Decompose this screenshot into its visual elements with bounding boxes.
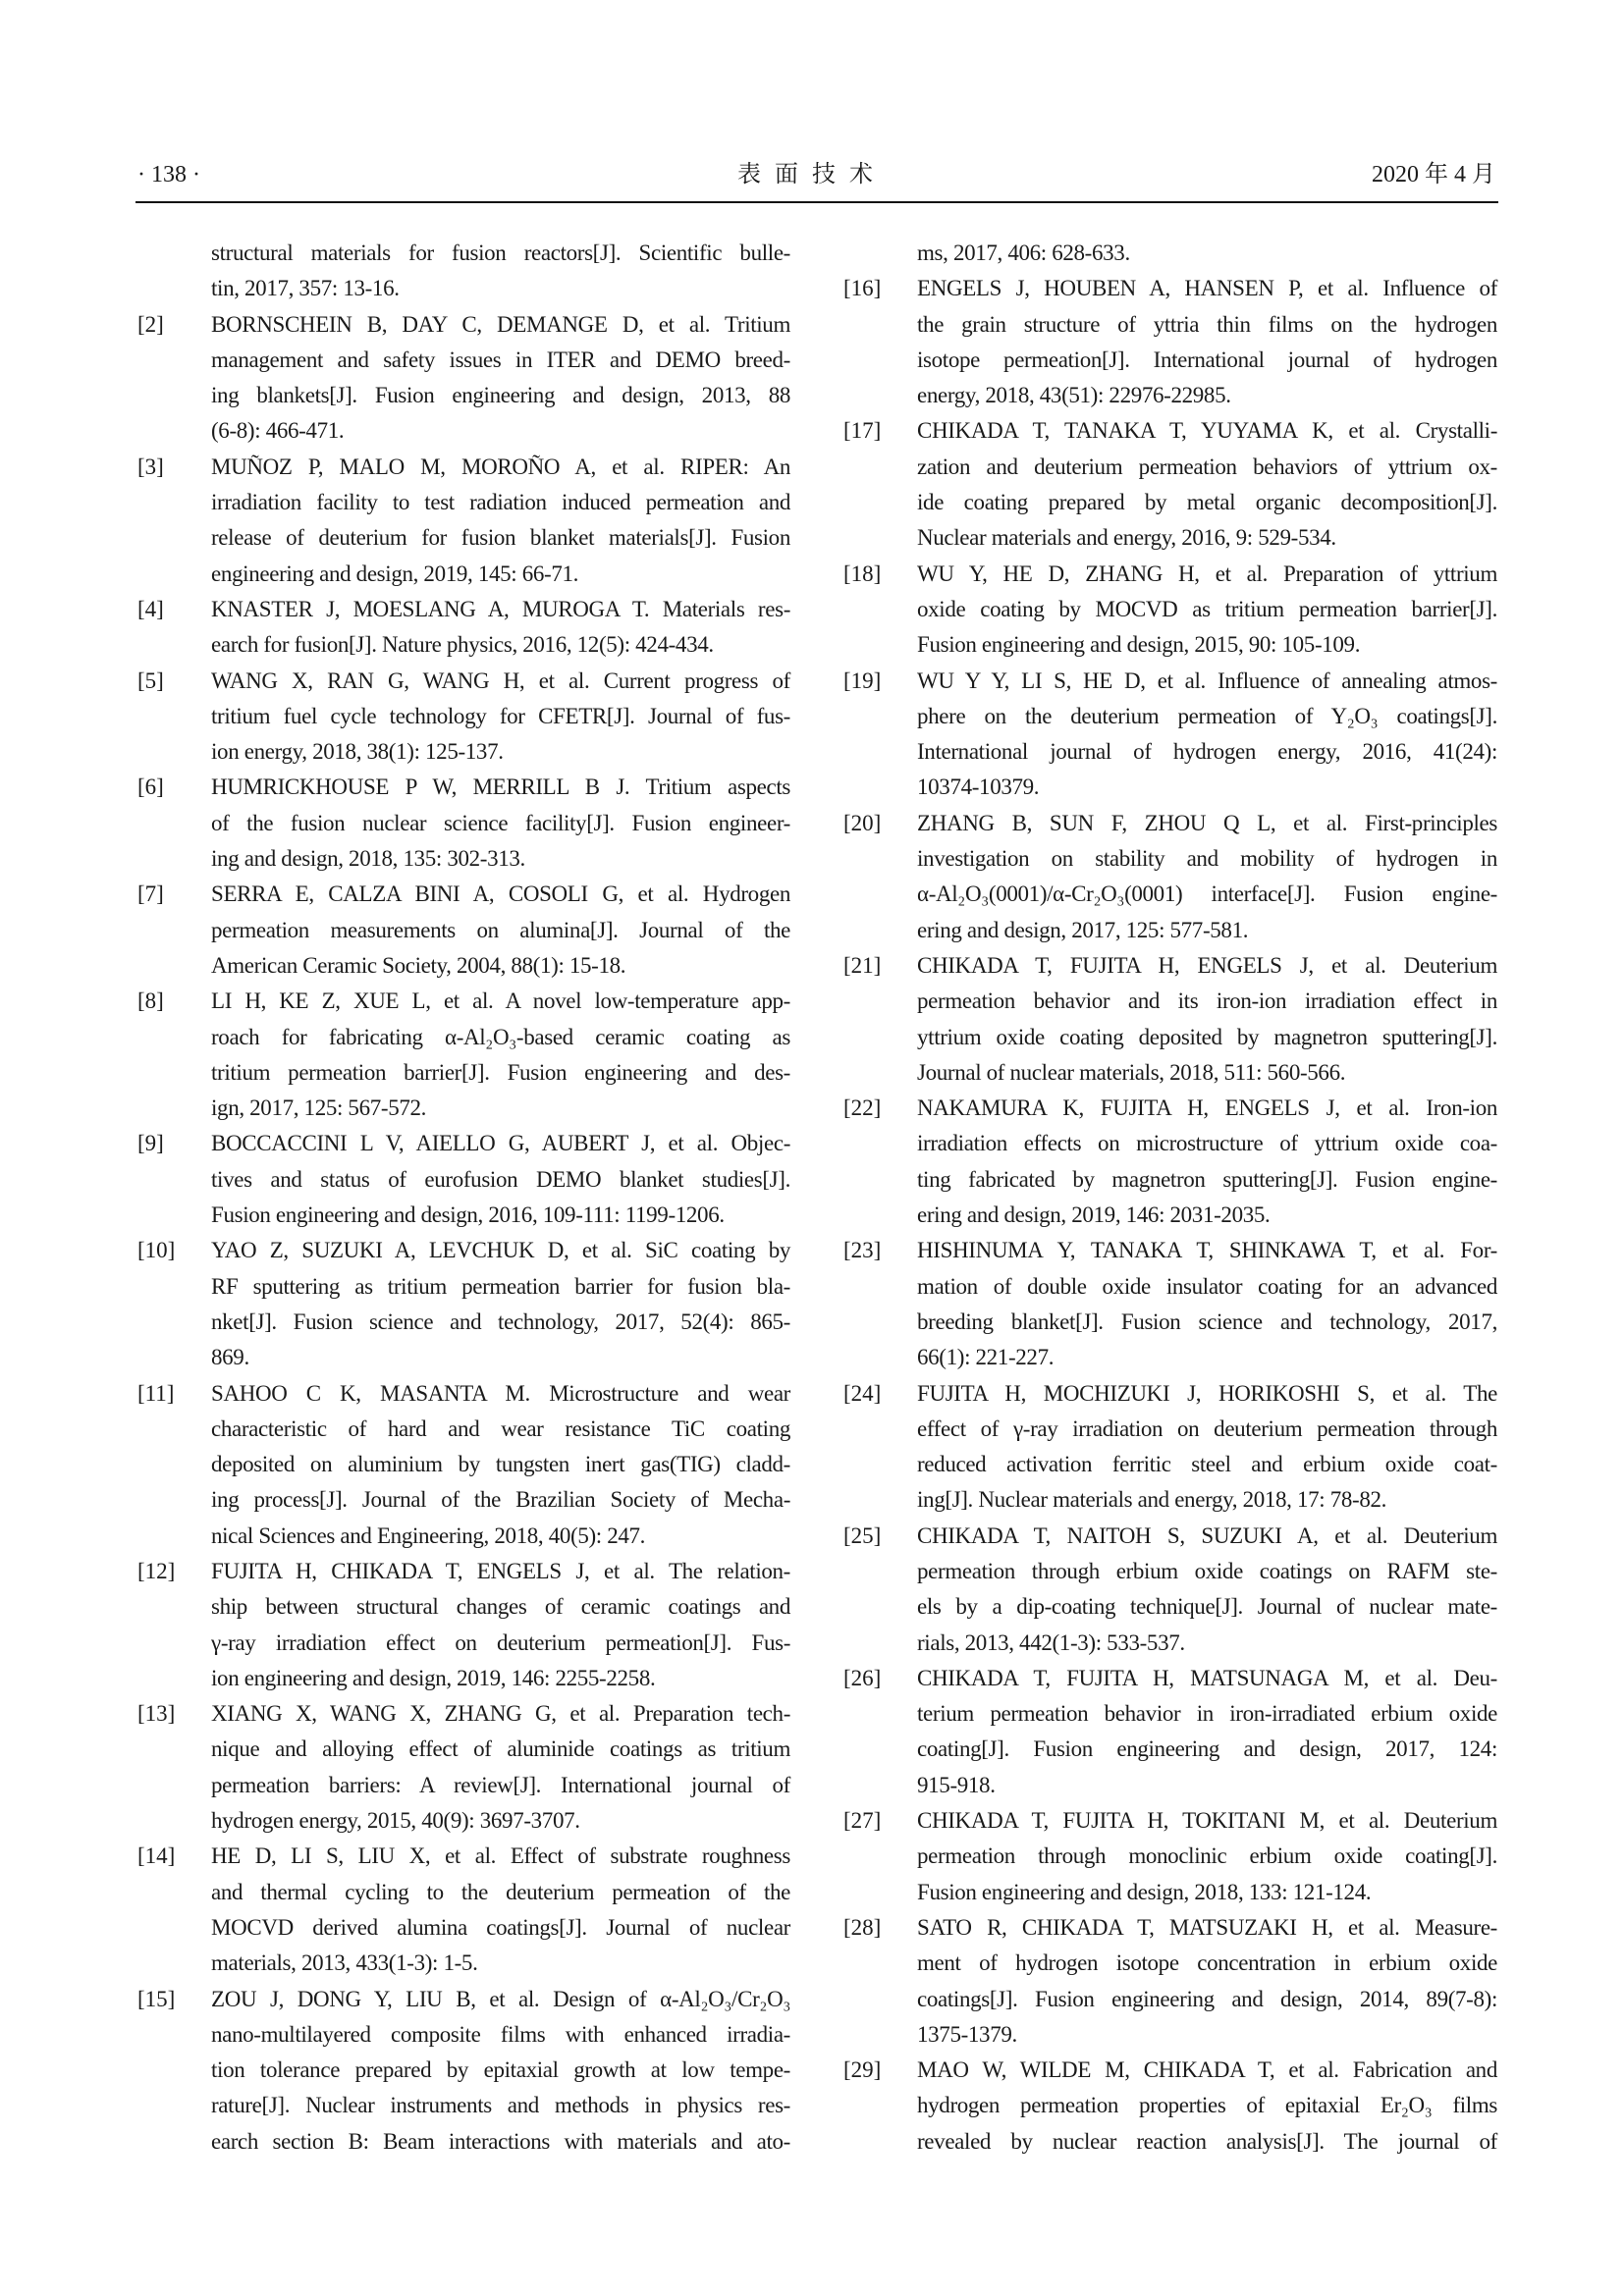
reference-text-line: phere on the deuterium permeation of Y₂O₃ coatings[J]. (917, 703, 1497, 728)
reference-text-line: American Ceramic Society, 2004, 88(1): 15-18. (211, 952, 626, 978)
reference-entry (843, 236, 1497, 271)
reference-text-line: ting fabricated by magnetron sputtering[J]. Fusion engine- (917, 1166, 1497, 1192)
reference-text-line: earch for fusion[J]. Nature physics, 2016, 12(5): 424-434. (211, 632, 714, 658)
reference-number: [6] (137, 774, 164, 800)
reference-entry (137, 770, 790, 877)
reference-text-line: FUJITA H, CHIKADA T, ENGELS J, et al. The relation- (211, 1558, 790, 1583)
reference-text-line: tin, 2017, 357: 13-16. (211, 276, 400, 301)
reference-entry (843, 557, 1497, 664)
reference-number: [10] (137, 1238, 176, 1263)
reference-text-line: CHIKADA T, FUJITA H, MATSUNAGA M, et al. Deu- (917, 1665, 1497, 1690)
reference-text-line: nique and alloying effect of aluminide coatings as tritium (211, 1736, 790, 1762)
reference-text-line: WANG X, RAN G, WANG H, et al. Current progress of (211, 667, 790, 693)
reference-number: [2] (137, 311, 164, 337)
reference-text-line: LI H, KE Z, XUE L, et al. A novel low-temperature app- (211, 988, 790, 1014)
reference-text-line: rature[J]. Nuclear instruments and methods in physics res- (211, 2093, 790, 2118)
reference-text-line: els by a dip-coating technique[J]. Journal of nuclear mate- (917, 1594, 1497, 1620)
reference-number: [28] (843, 1914, 882, 1940)
reference-number: [18] (843, 561, 882, 586)
reference-entry (843, 2053, 1497, 2160)
reference-text-line: mation of double oxide insulator coating for an advanced (917, 1273, 1497, 1299)
reference-text-line: ering and design, 2019, 146: 2031-2035. (917, 1202, 1271, 1228)
reference-text-line: nical Sciences and Engineering, 2018, 40(5): 247. (211, 1522, 646, 1548)
reference-number: [29] (843, 2057, 882, 2083)
reference-entry (843, 1233, 1497, 1375)
reference-entry (843, 1519, 1497, 1661)
reference-text-line: tives and status of eurofusion DEMO blanket studies[J]. (211, 1166, 790, 1192)
page-number: · 138 · (137, 162, 200, 187)
reference-text-line: Fusion engineering and design, 2016, 109-111: 1199-1206. (211, 1202, 725, 1228)
reference-text-line: FUJITA H, MOCHIZUKI J, HORIKOSHI S, et al. The (917, 1380, 1497, 1406)
reference-text-line: 915-918. (917, 1772, 996, 1797)
header-rule (135, 201, 1498, 203)
reference-text-line: BORNSCHEIN B, DAY C, DEMANGE D, et al. Tritium (211, 311, 790, 337)
reference-text-line: MUÑOZ P, MALO M, MOROÑO A, et al. RIPER: An (211, 454, 790, 479)
reference-entry (137, 984, 790, 1126)
reference-text-line: ms, 2017, 406: 628-633. (917, 240, 1130, 265)
reference-text-line: isotope permeation[J]. International journal of hydrogen (917, 347, 1497, 372)
reference-entry (137, 307, 790, 450)
reference-text-line: zation and deuterium permeation behaviors of yttrium ox- (917, 454, 1497, 479)
reference-number: [13] (137, 1701, 176, 1727)
reference-text-line: International journal of hydrogen energy, 2016, 41(24): (917, 739, 1497, 765)
reference-entry (137, 592, 790, 664)
reference-text-line: HUMRICKHOUSE P W, MERRILL B J. Tritium aspects (211, 774, 790, 800)
reference-text-line: permeation through erbium oxide coatings on RAFM ste- (917, 1558, 1497, 1583)
reference-number: [24] (843, 1380, 882, 1406)
reference-text-line: WU Y Y, LI S, HE D, et al. Influence of annealing atmos- (917, 667, 1497, 693)
reference-text-line: HISHINUMA Y, TANAKA T, SHINKAWA T, et al. For- (917, 1238, 1497, 1263)
reference-entry (843, 1091, 1497, 1233)
reference-text-line: RF sputtering as tritium permeation barrier for fusion bla- (211, 1273, 790, 1299)
reference-text-line: MOCVD derived alumina coatings[J]. Journal of nuclear (211, 1914, 790, 1940)
reference-text-line: WU Y, HE D, ZHANG H, et al. Preparation of yttrium (917, 561, 1497, 586)
reference-number: [27] (843, 1808, 882, 1834)
reference-text-line: ment of hydrogen isotope concentration in erbium oxide (917, 1950, 1497, 1976)
reference-entry (137, 1982, 790, 2160)
reference-text-line: breeding blanket[J]. Fusion science and technology, 2017, (917, 1308, 1497, 1334)
reference-entry (137, 877, 790, 984)
reference-text-line: the grain structure of yttria thin films on the hydrogen (917, 311, 1497, 337)
issue-date: 2020 年 4 月 (1372, 162, 1495, 187)
reference-entry (843, 948, 1497, 1091)
reference-entry (137, 236, 790, 307)
reference-number: [17] (843, 418, 882, 444)
reference-text-line: ENGELS J, HOUBEN A, HANSEN P, et al. Influence of (917, 276, 1497, 301)
reference-text-line: ion energy, 2018, 38(1): 125-137. (211, 739, 504, 765)
reference-text-line: KNASTER J, MOESLANG A, MUROGA T. Materials res- (211, 596, 790, 621)
reference-text-line: (6-8): 466-471. (211, 418, 345, 444)
reference-entry (137, 450, 790, 592)
reference-text-line: earch section B: Beam interactions with materials and ato- (211, 2128, 790, 2154)
reference-text-line: nano-multilayered composite films with enhanced irradia- (211, 2021, 790, 2047)
reference-text-line: ide coating prepared by metal organic decomposition[J]. (917, 490, 1497, 515)
reference-number: [3] (137, 454, 164, 479)
reference-text-line: ship between structural changes of ceramic coatings and (211, 1594, 790, 1620)
reference-text-line: NAKAMURA K, FUJITA H, ENGELS J, et al. Iron-ion (917, 1095, 1497, 1121)
reference-text-line: ing blankets[J]. Fusion engineering and design, 2013, 88 (211, 383, 790, 408)
reference-text-line: γ-ray irradiation effect on deuterium permeation[J]. Fus- (211, 1629, 790, 1655)
reference-text-line: ZOU J, DONG Y, LIU B, et al. Design of α-Al₂O₃/Cr₂O₃ (211, 1986, 790, 2011)
reference-text-line: and thermal cycling to the deuterium permeation of the (211, 1879, 790, 1904)
journal-title: 表面技术 (737, 162, 887, 187)
reference-text-line: materials, 2013, 433(1-3): 1-5. (211, 1950, 478, 1976)
reference-entry (137, 1126, 790, 1233)
reference-text-line: rials, 2013, 442(1-3): 533-537. (917, 1629, 1185, 1655)
reference-number: [12] (137, 1558, 176, 1583)
reference-number: [23] (843, 1238, 882, 1263)
reference-number: [5] (137, 667, 164, 693)
reference-text-line: 1375-1379. (917, 2021, 1017, 2047)
reference-text-line: hydrogen energy, 2015, 40(9): 3697-3707. (211, 1808, 580, 1834)
reference-text-line: tion tolerance prepared by epitaxial growth at low tempe- (211, 2057, 790, 2083)
reference-entry (843, 806, 1497, 948)
reference-number: [21] (843, 952, 882, 978)
reference-column-right (843, 236, 1497, 2160)
reference-number: [14] (137, 1843, 176, 1869)
reference-entry (843, 413, 1497, 556)
reference-entry (137, 1376, 790, 1554)
reference-text-line: 869. (211, 1345, 249, 1370)
reference-text-line: tritium fuel cycle technology for CFETR[J]. Journal of fus- (211, 703, 790, 728)
reference-text-line: nket[J]. Fusion science and technology, 2017, 52(4): 865- (211, 1308, 790, 1334)
reference-number: [26] (843, 1665, 882, 1690)
reference-number: [11] (137, 1380, 175, 1406)
reference-entry (843, 1910, 1497, 2053)
reference-text-line: deposited on aluminium by tungsten inert gas(TIG) cladd- (211, 1452, 790, 1477)
reference-text-line: permeation barriers: A review[J]. International journal of (211, 1772, 790, 1797)
reference-text-line: ering and design, 2017, 125: 577-581. (917, 917, 1249, 942)
reference-entry (843, 271, 1497, 413)
reference-text-line: YAO Z, SUZUKI A, LEVCHUK D, et al. SiC coating by (211, 1238, 790, 1263)
reference-text-line: SATO R, CHIKADA T, MATSUZAKI H, et al. Measure- (917, 1914, 1497, 1940)
reference-number: [19] (843, 667, 882, 693)
reference-text-line: reduced activation ferritic steel and erbium oxide coat- (917, 1452, 1497, 1477)
reference-text-line: Fusion engineering and design, 2015, 90: 105-109. (917, 632, 1361, 658)
reference-text-line: CHIKADA T, FUJITA H, ENGELS J, et al. Deuterium (917, 952, 1497, 978)
reference-entry (843, 1376, 1497, 1519)
reference-text-line: hydrogen permeation properties of epitaxial Er₂O₃ films (917, 2093, 1497, 2118)
reference-text-line: ing process[J]. Journal of the Brazilian Society of Mecha- (211, 1487, 790, 1513)
reference-text-line: ign, 2017, 125: 567-572. (211, 1095, 427, 1121)
reference-text-line: release of deuterium for fusion blanket materials[J]. Fusion (211, 525, 790, 551)
reference-number: [20] (843, 810, 882, 835)
reference-number: [15] (137, 1986, 176, 2011)
reference-number: [9] (137, 1131, 164, 1156)
reference-text-line: Journal of nuclear materials, 2018, 511: 560-566. (917, 1059, 1346, 1085)
reference-text-line: permeation through monoclinic erbium oxide coating[J]. (917, 1843, 1497, 1869)
reference-text-line: SERRA E, CALZA BINI A, COSOLI G, et al. Hydrogen (211, 881, 790, 907)
reference-number: [16] (843, 276, 882, 301)
reference-text-line: CHIKADA T, NAITOH S, SUZUKI A, et al. Deuterium (917, 1522, 1497, 1548)
reference-text-line: oxide coating by MOCVD as tritium permeation barrier[J]. (917, 596, 1497, 621)
reference-text-line: of the fusion nuclear science facility[J]. Fusion engineer- (211, 810, 790, 835)
reference-text-line: investigation on stability and mobility of hydrogen in (917, 846, 1497, 872)
reference-text-line: ing[J]. Nuclear materials and energy, 2018, 17: 78-82. (917, 1487, 1387, 1513)
reference-text-line: SAHOO C K, MASANTA M. Microstructure and wear (211, 1380, 790, 1406)
reference-text-line: 10374-10379. (917, 774, 1040, 800)
reference-text-line: irradiation facility to test radiation induced permeation and (211, 490, 790, 515)
reference-text-line: ZHANG B, SUN F, ZHOU Q L, et al. First-principles (917, 810, 1497, 835)
reference-entry (137, 1233, 790, 1375)
reference-column-left (137, 236, 790, 2160)
reference-text-line: Nuclear materials and energy, 2016, 9: 529-534. (917, 525, 1336, 551)
reference-number: [25] (843, 1522, 882, 1548)
reference-text-line: CHIKADA T, TANAKA T, YUYAMA K, et al. Crystalli- (917, 418, 1497, 444)
reference-text-line: energy, 2018, 43(51): 22976-22985. (917, 383, 1231, 408)
reference-text-line: roach for fabricating α-Al₂O₃-based ceramic coating as (211, 1024, 790, 1049)
reference-entry (843, 1661, 1497, 1803)
reference-text-line: 66(1): 221-227. (917, 1345, 1055, 1370)
reference-entry (843, 1803, 1497, 1910)
reference-text-line: engineering and design, 2019, 145: 66-71. (211, 561, 579, 586)
reference-text-line: coating[J]. Fusion engineering and design, 2017, 124: (917, 1736, 1497, 1762)
reference-text-line: structural materials for fusion reactors[J]. Scientific bulle- (211, 240, 790, 265)
reference-entry (137, 1554, 790, 1696)
reference-entry (137, 1696, 790, 1839)
reference-text-line: Fusion engineering and design, 2018, 133: 121-124. (917, 1879, 1372, 1904)
reference-text-line: management and safety issues in ITER and DEMO breed- (211, 347, 790, 372)
reference-text-line: characteristic of hard and wear resistance TiC coating (211, 1415, 790, 1441)
reference-text-line: CHIKADA T, FUJITA H, TOKITANI M, et al. Deuterium (917, 1808, 1497, 1834)
reference-number: [7] (137, 881, 164, 907)
reference-text-line: tritium permeation barrier[J]. Fusion engineering and des- (211, 1059, 790, 1085)
reference-text-line: ion engineering and design, 2019, 146: 2255-2258. (211, 1665, 656, 1690)
reference-text-line: irradiation effects on microstructure of yttrium oxide coa- (917, 1131, 1497, 1156)
reference-text-line: revealed by nuclear reaction analysis[J]. The journal of (917, 2128, 1497, 2154)
reference-number: [22] (843, 1095, 882, 1121)
reference-entry (137, 664, 790, 771)
reference-text-line: effect of γ-ray irradiation on deuterium permeation through (917, 1415, 1497, 1441)
reference-text-line: XIANG X, WANG X, ZHANG G, et al. Preparation tech- (211, 1701, 790, 1727)
reference-entry (843, 664, 1497, 806)
reference-text-line: permeation behavior and its iron-ion irradiation effect in (917, 988, 1497, 1014)
reference-text-line: HE D, LI S, LIU X, et al. Effect of substrate roughness (211, 1843, 790, 1869)
reference-text-line: BOCCACCINI L V, AIELLO G, AUBERT J, et al. Objec- (211, 1131, 790, 1156)
reference-text-line: ing and design, 2018, 135: 302-313. (211, 846, 525, 872)
reference-text-line: coatings[J]. Fusion engineering and design, 2014, 89(7-8): (917, 1986, 1497, 2011)
reference-text-line: α-Al₂O₃(0001)/α-Cr₂O₃(0001) interface[J]. Fusion engine- (917, 881, 1497, 907)
reference-text-line: MAO W, WILDE M, CHIKADA T, et al. Fabrication and (917, 2057, 1497, 2083)
reference-text-line: permeation measurements on alumina[J]. Journal of the (211, 917, 790, 942)
reference-text-line: yttrium oxide coating deposited by magnetron sputtering[J]. (917, 1024, 1497, 1049)
reference-number: [8] (137, 988, 164, 1014)
reference-number: [4] (137, 596, 164, 621)
reference-entry (137, 1839, 790, 1981)
reference-text-line: terium permeation behavior in iron-irradiated erbium oxide (917, 1701, 1497, 1727)
